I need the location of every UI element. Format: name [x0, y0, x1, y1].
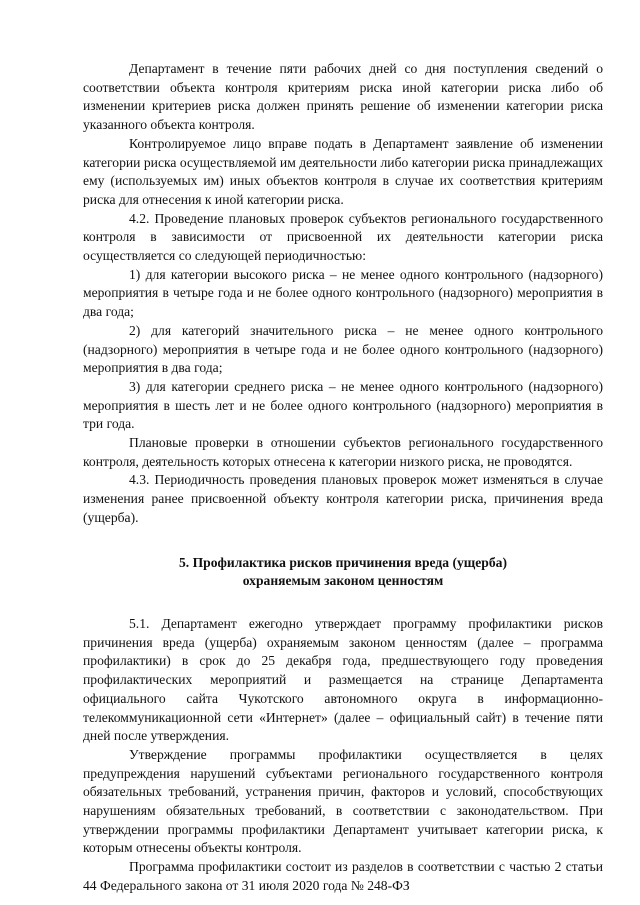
- paragraph-low-risk-no-inspections: Плановые проверки в отношении субъектов регионального государственного контроля, деятельность которых отнесена к категории низкого риска, не проводятся.: [83, 435, 603, 469]
- paragraph-5-1-prevention-program: 5.1. Департамент ежегодно утверждает программу профилактики рисков причинения вреда (ущерба) охраняемым законом ценностям (далее – программа профилактики) в срок до 25 декабря года, предшествующего году проведения профилактических мероприятий и размещается на странице Департамента официального сайта Чукотского автономного округа в информационно-телекоммуникационной сети «Интернет» (далее – официальный сайт) в течение пяти дней после утверждения.: [83, 615, 603, 744]
- list-item-high-risk: 1) для категории высокого риска – не менее одного контрольного (надзорного) мероприятия в четыре года и не более одного контрольного (надзорного) мероприятия в два года;: [83, 266, 603, 320]
- paragraph-controlled-person-application: Контролируемое лицо вправе подать в Департамент заявление об изменении категории риска осуществляемой им деятельности либо категории риска принадлежащих ему (используемых им) иных объектов контроля в случае их соответствия критериям риска для отнесения к иной категории риска.: [83, 135, 603, 207]
- paragraph-risk-category-decision: Департамент в течение пяти рабочих дней со дня поступления сведений о соответствии объекта контроля критериям риска иной категории риска либо об изменении критериев риска должен принять решение об изменении категории риска указанного объекта контроля.: [83, 61, 603, 133]
- list-item-significant-risk: 2) для категорий значительного риска – не менее одного контрольного (надзорного) мероприятия в четыре года и не более одного контрольного (надзорного) мероприятия в два года;: [83, 322, 603, 376]
- list-item-medium-risk: 3) для категории среднего риска – не менее одного контрольного (надзорного) мероприятия в шесть лет и не более одного контрольного (надзорного) мероприятия в три года.: [83, 378, 603, 432]
- section-heading-line-1: 5. Профилактика рисков причинения вреда (ущерба): [179, 554, 507, 570]
- document-body: [83, 60, 603, 896]
- section-heading-5: [83, 554, 603, 591]
- paragraph-4-3-frequency-change: 4.3. Периодичность проведения плановых проверок может изменяться в случае изменения ранее присвоенной объекту контроля категории риска, причинения вреда (ущерба).: [83, 472, 603, 525]
- paragraph-program-approval-goals: Утверждение программы профилактики осуществляется в целях предупреждения нарушений субъектами регионального государственного контроля обязательных требований, устранения причин, факторов и условий, способствующих нарушениям обязательных требований, в соответствии с законодательством. При утверждении программы профилактики Департамент учитывает категории риска, к которым отнесены объекты контроля.: [83, 746, 603, 856]
- section-heading-line-2: охраняемым законом ценностям: [242, 573, 444, 589]
- paragraph-program-sections: Программа профилактики состоит из разделов в соответствии с частью 2 статьи 44 Федерального закона от 31 июля 2020 года № 248-ФЗ: [83, 859, 603, 893]
- paragraph-4-2-planned-inspections: 4.2. Проведение плановых проверок субъектов регионального государственного контроля в зависимости от присвоенной их деятельности категории риска осуществляется со следующей периодичностью:: [83, 210, 603, 264]
